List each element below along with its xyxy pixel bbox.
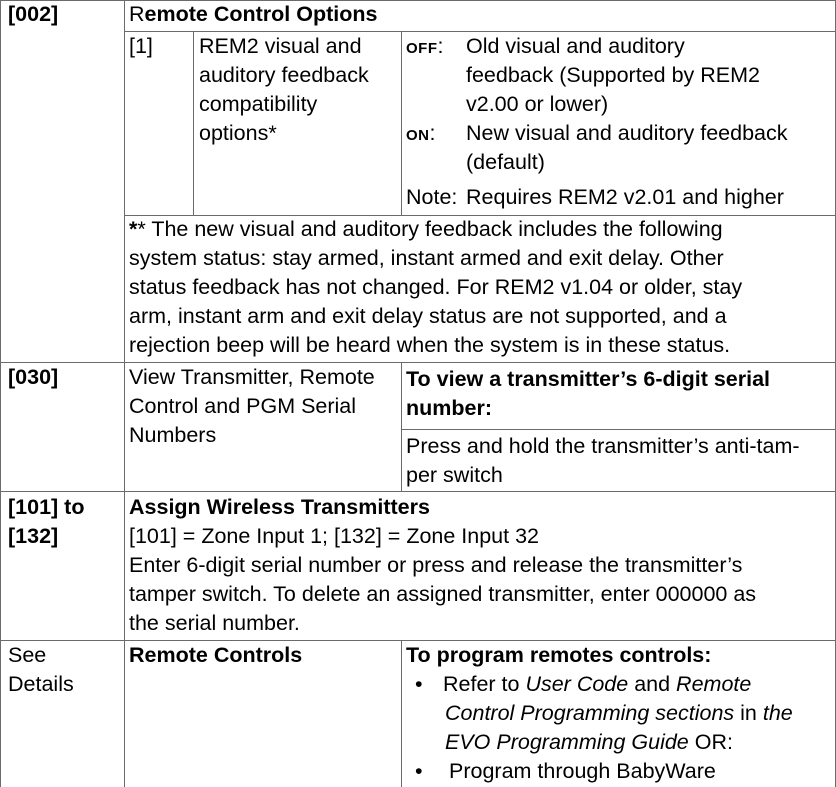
off-text-line: feedback (Supported by REM2 [466,63,760,87]
section-code: [030] [8,365,59,389]
section-text-line: Enter 6-digit serial number or press and release the transmitter’s [129,553,743,577]
instruction-heading: To program remotes controls: [406,643,712,667]
section-title: Remote Controls [129,643,303,667]
section-text-line: tamper switch. To delete an assigned transmitter, enter 000000 as [129,582,757,606]
note-text: Requires REM2 v2.01 and higher [466,185,784,209]
on-text-line: (default) [466,150,545,174]
row-rule [0,362,836,363]
column-rule [124,0,125,787]
bullet-text-line: EVO Programming Guide OR: [445,730,733,754]
footnote-line: status feedback has not changed. For REM2 v1.04 or older, stay [129,275,743,299]
footnote-line: system status: stay armed, instant armed and exit delay. Other [129,246,724,270]
section-code: [101] to [8,495,85,519]
note-key: Note: [406,185,458,209]
bullet-text-line: Control Programming sections in the [445,701,793,725]
footnote-line: rejection beep will be heard when the system is in these status. [129,333,731,357]
row-rule [401,429,836,430]
title-initial: R [129,2,145,26]
bullet-icon: • [415,759,423,783]
row-rule [0,0,836,1]
bullet-text-line: Refer to User Code and Remote [443,672,752,696]
bullet-icon: • [415,672,423,696]
off-key: OFF: [406,34,444,58]
row-rule [0,491,836,492]
section-code: [002] [8,2,59,26]
option-label-line: auditory feedback [199,63,369,87]
column-rule [0,0,1,787]
instruction-body-line: per switch [406,463,503,487]
bullet-text-line: Program through BabyWare [449,759,716,783]
description-line: View Transmitter, Remote [129,365,375,389]
section-title: Assign Wireless Transmitters [129,495,430,519]
column-rule [401,640,402,787]
column-rule [401,362,402,491]
off-text-line: v2.00 or lower) [466,92,609,116]
column-rule [401,31,402,215]
section-text-line: the serial number. [129,611,300,635]
off-text-line: Old visual and auditory [466,34,685,58]
on-key: ON: [406,121,436,145]
on-text-line: New visual and auditory feedback [466,121,788,145]
title-rest: emote Control Options [144,2,378,26]
section-title [129,0,377,29]
option-number: [1] [129,34,153,58]
description-line: Control and PGM Serial [129,394,357,418]
option-label-line: compatibility [199,92,318,116]
instruction-body-line: Press and hold the transmitter’s anti-tam- [406,434,800,458]
instruction-heading-line: number: [406,396,492,420]
footnote-line: ** The new visual and auditory feedback includes the following [129,217,723,241]
section-code: Details [8,672,74,696]
instruction-heading-line: To view a transmitter’s 6-digit serial [406,367,771,391]
description-line: Numbers [129,423,217,447]
option-label-line: REM2 visual and [199,34,362,58]
section-code: [132] [8,524,59,548]
section-text-line: [101] = Zone Input 1; [132] = Zone Input 32 [129,524,540,548]
option-label-line: options* [199,121,277,145]
column-rule [193,31,194,215]
footnote-line: arm, instant arm and exit delay status are not supported, and a [129,304,727,328]
section-code: See [8,643,47,667]
